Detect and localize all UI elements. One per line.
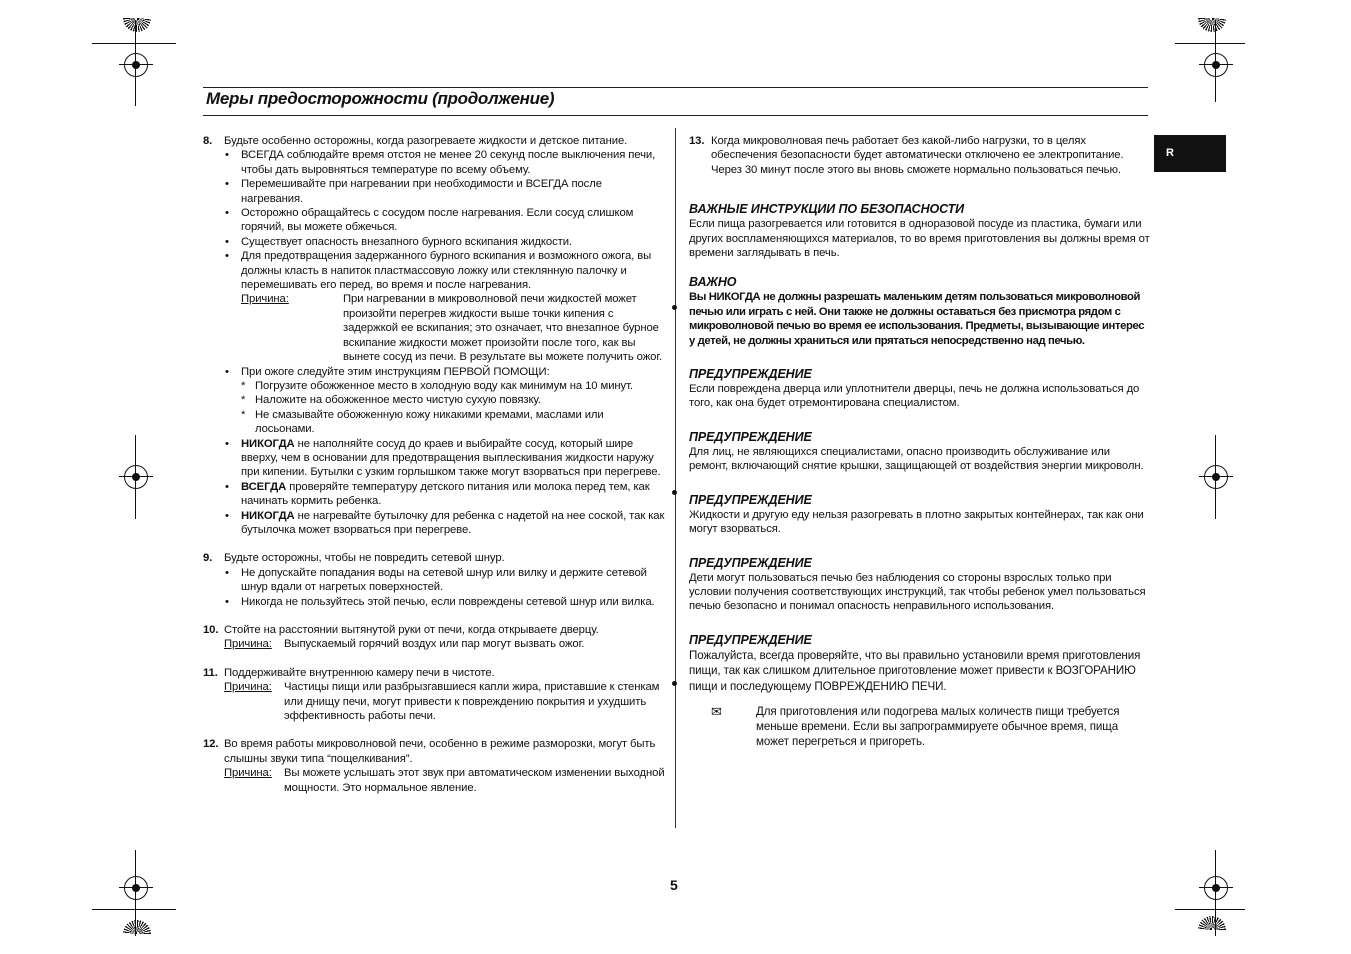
emphasis: НИКОГДА	[241, 509, 295, 522]
registration-sunburst-icon	[123, 18, 151, 32]
item-number: 11.	[203, 666, 218, 679]
bullet: • Для предотвращения задержанного бурного вскипания и возможного ожога, вы должны класть в напиток пластмассовую ложку или стеклянную палочку и перемешивать его перед, во время и после нагревания.	[203, 249, 665, 292]
reason-text: При нагревании в микроволновой печи жидкостей может произойти перегрев жидкости выше точки кипения с задержкой ее вскипания; это означает, что внезапное бурное вскипание жидкости может произойти после того, как вы вынете сосуд из печи. В результате вы можете получить ожог.	[343, 293, 663, 364]
warning-text: Если повреждена дверца или уплотнители дверцы, печь не должна использоваться до того, как она будет отремонтирована специалистом.	[689, 383, 1140, 410]
list-item-10	[203, 623, 665, 637]
item-number: 12.	[203, 738, 219, 751]
language-tab	[1154, 135, 1226, 172]
reason	[224, 637, 665, 651]
item-number: 8.	[203, 135, 213, 147]
crop-mark	[135, 20, 136, 106]
warning-heading: ПРЕДУПРЕЖДЕНИЕ	[689, 429, 812, 444]
crosshair-dot-icon	[1212, 61, 1220, 69]
reason	[224, 680, 665, 723]
warning-text: Дети могут пользоваться печью без наблюдения со стороны взрослых только при условии получения соответствующих инструкций, так чтобы ребенок умел пользоваться печью безопасно и понимал опасность неправильного использования.	[689, 571, 1146, 613]
crosshair-dot-icon	[1212, 884, 1220, 892]
first-aid-step: * Не смазывайте обожженную кожу никакими кремами, маслами или лосьонами.	[203, 408, 665, 437]
right-column	[689, 134, 1151, 749]
list-item-13	[689, 134, 1151, 177]
column-divider	[675, 128, 676, 828]
safety-heading: ВАЖНЫЕ ИНСТРУКЦИИ ПО БЕЗОПАСНОСТИ	[689, 202, 964, 217]
crosshair-dot-icon	[132, 61, 140, 69]
warning-heading: ПРЕДУПРЕЖДЕНИЕ	[689, 555, 812, 570]
reason-label: Причина:	[224, 638, 272, 651]
safety-text: Если пища разогревается или готовится в одноразовой посуде из пластика, бумаги или других воспламеняющихся материалов, то во время приготовления вы должны время от времени заглядывать в печь.	[689, 218, 1150, 260]
bullet: • При ожоге следуйте этим инструкциям ПЕРВОЙ ПОМОЩИ:	[203, 365, 665, 379]
reason-label: Причина:	[224, 681, 272, 694]
first-aid-step: * Наложите на обожженное место чистую сухую повязку.	[203, 393, 665, 407]
bullet: • Существует опасность внезапного бурного вскипания жидкости.	[203, 235, 665, 249]
crop-mark	[92, 43, 176, 44]
crop-mark	[1215, 850, 1216, 936]
language-tab-label: R	[1166, 147, 1174, 159]
crop-mark	[1215, 435, 1216, 519]
list-item-8	[203, 134, 665, 148]
margin-dot	[672, 681, 677, 686]
bullet-text: проверяйте температуру детского питания или молока перед тем, как начинать кормить ребенка.	[241, 480, 650, 508]
crop-mark	[92, 909, 176, 910]
reason-label: Причина:	[241, 293, 289, 306]
emphasis: ВСЕГДА	[241, 480, 287, 493]
bullet: • Никогда не пользуйтесь этой печью, если повреждены сетевой шнур или вилка.	[203, 595, 665, 609]
reason-text: Частицы пищи или разбрызгавшиеся капли жира, приставшие к стенкам или днищу печи, могут привести к повреждению покрытия и ухудшить эффективность работы печи.	[284, 681, 660, 723]
header-bottom-rule	[203, 115, 1148, 116]
item-text: Стойте на расстоянии вытянутой руки от печи, когда открываете дверцу.	[224, 624, 599, 636]
list-item-9	[203, 551, 665, 565]
note-text: Для приготовления или подогрева малых количеств пищи требуется меньше времени. Если вы запрограммируете обычное время, пища может перегреться и пригореть.	[756, 705, 1120, 749]
page-number: 5	[670, 877, 678, 893]
item-text: Будьте осторожны, чтобы не повредить сетевой шнур.	[224, 552, 505, 565]
item-number: 9.	[203, 552, 213, 565]
page-title: Меры предосторожности (продолжение)	[206, 89, 555, 108]
left-column	[203, 134, 665, 795]
bullet: • ВСЕГДА соблюдайте время отстоя не менее 20 секунд после выключения печи, чтобы дать выровняться температуре по всему объему.	[203, 148, 665, 177]
reason-text: Выпускаемый горячий воздух или пар могут вызвать ожог.	[284, 638, 585, 651]
important-heading: ВАЖНО	[689, 275, 737, 290]
warning-heading: ПРЕДУПРЕЖДЕНИЕ	[689, 632, 812, 647]
item-text: Когда микроволновая печь работает без какой-либо нагрузки, то в целях обеспечения безопасности будет автоматически отключено ее электропитание. Через 30 минут после этого вы вновь сможете нормально пользоваться печью.	[711, 135, 1124, 176]
item-text: Будьте особенно осторожны, когда разогреваете жидкости и детское питание.	[224, 135, 628, 147]
item-text: Во время работы микроволновой печи, особенно в режиме разморозки, могут быть слышны звуки типа “пощелкивания”.	[224, 738, 656, 765]
list-item-11	[203, 666, 665, 680]
crop-mark	[135, 850, 136, 936]
item-number: 13.	[689, 135, 705, 147]
bullet: • Перемешивайте при нагревании при необходимости и ВСЕГДА после нагревания.	[203, 177, 665, 206]
bullet: • Осторожно обращайтесь с сосудом после нагревания. Если сосуд слишком горячий, вы можете обжечься.	[203, 206, 665, 235]
margin-dot	[672, 305, 677, 310]
crop-mark	[135, 435, 136, 519]
registration-sunburst-icon	[1198, 916, 1226, 930]
note-icon: ✉	[711, 704, 722, 720]
crosshair-dot-icon	[132, 884, 140, 892]
crop-mark	[1215, 20, 1216, 102]
warning-heading: ПРЕДУПРЕЖДЕНИЕ	[689, 367, 812, 382]
first-aid-step: * Погрузите обожженное место в холодную воду как минимум на 10 минут.	[203, 379, 665, 393]
item-number: 10.	[203, 624, 219, 636]
crop-mark	[1175, 909, 1245, 910]
note	[689, 704, 1151, 749]
bullet-text: не наполняйте сосуд до краев и выбирайте сосуд, который шире вверху, чем в основании для предотвращения выплескивания жидкости наружу при кипении. Бутылки с узким горлышком также могут взорваться при перегреве.	[241, 437, 661, 479]
crop-mark	[1175, 43, 1245, 44]
list-item-12	[203, 737, 665, 766]
registration-sunburst-icon	[123, 920, 151, 934]
bullet-text: не нагревайте бутылочку для ребенка с надетой на нее соской, так как бутылочка может взорваться при перегреве.	[241, 509, 665, 536]
reason-label: Причина:	[224, 767, 272, 780]
reason	[224, 766, 665, 795]
item-text: Поддерживайте внутреннюю камеру печи в чистоте.	[224, 666, 495, 679]
crosshair-dot-icon	[132, 473, 140, 481]
header-top-rule	[203, 87, 1148, 88]
bullet	[203, 437, 665, 480]
bullet: • Не допускайте попадания воды на сетевой шнур или вилку и держите сетевой шнур вдали от нагретых поверхностей.	[203, 566, 665, 595]
registration-sunburst-icon	[1198, 18, 1226, 32]
important-text: Вы НИКОГДА не должны разрешать маленьким детям пользоваться микроволновой печью или играть с ней. Они также не должны оставаться без присмотра рядом с микроволновой печью во время ее использования. Предметы, вызывающие интерес у детей, не должны храниться или прятаться непосредственно над печью.	[689, 291, 1145, 347]
bullet	[203, 480, 665, 509]
reason	[241, 292, 665, 364]
warning-text: Для лиц, не являющихся специалистами, опасно производить обслуживание или ремонт, включающий снятие крышки, защищающей от воздействия энергии микроволн.	[689, 445, 1144, 473]
warning-heading: ПРЕДУПРЕЖДЕНИЕ	[689, 492, 812, 507]
reason-text: Вы можете услышать этот звук при автоматическом изменении выходной мощности. Это нормальное явление.	[284, 767, 665, 794]
emphasis: НИКОГДА	[241, 437, 295, 450]
margin-dot	[672, 490, 677, 495]
warning-text: Пожалуйста, всегда проверяйте, что вы правильно установили время приготовления пищи, так как слишком длительное приготовление может привести к ВОЗГОРАНИЮ пищи и последующему ПОВРЕЖДЕНИЮ ПЕЧИ.	[689, 648, 1141, 693]
crosshair-dot-icon	[1212, 473, 1220, 481]
bullet	[203, 509, 665, 538]
warning-text: Жидкости и другую еду нельзя разогревать в плотно закрытых контейнерах, так как они могут взорваться.	[689, 508, 1144, 536]
